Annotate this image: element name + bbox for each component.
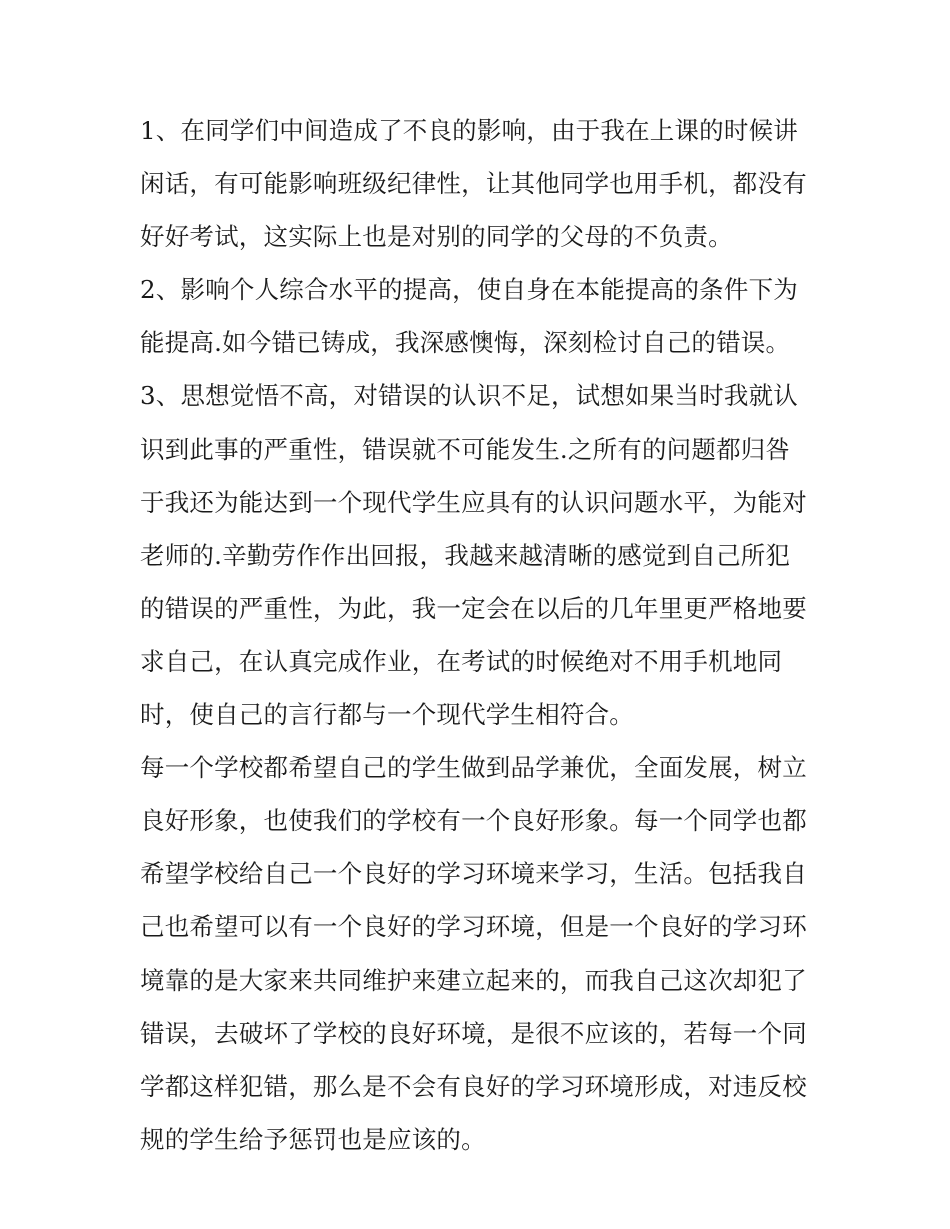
text-line: 时，使自己的言行都与一个现代学生相符合。 [140, 700, 634, 730]
text-line: 的错误的严重性，为此，我一定会在以后的几年里更严格地要 [140, 593, 807, 623]
text-line: 规的学生给予惩罚也是应该的。 [140, 1124, 486, 1154]
text-line: 错误，去破坏了学校的良好环境，是很不应该的，若每一个同 [140, 1018, 807, 1048]
text-line: 识到此事的严重性，错误就不可能发生.之所有的问题都归咎 [140, 434, 791, 464]
text-line: 闲话，有可能影响班级纪律性，让其他同学也用手机，都没有 [140, 169, 807, 199]
text-line: 良好形象，也使我们的学校有一个良好形象。每一个同学也都 [140, 806, 807, 836]
text-line: 希望学校给自己一个良好的学习环境来学习，生活。包括我自 [140, 859, 807, 889]
document-body [140, 104, 820, 1166]
text-line: 每一个学校都希望自己的学生做到品学兼优，全面发展，树立 [140, 753, 807, 783]
text-line: 求自己，在认真完成作业，在考试的时候绝对不用手机地同 [140, 646, 783, 676]
text-line: 能提高.如今错已铸成，我深感懊悔，深刻检讨自己的错误。 [140, 328, 791, 358]
text-line: 老师的.辛勤劳作作出回报，我越来越清晰的感觉到自己所犯 [140, 540, 791, 570]
text-line: 1、在同学们中间造成了不良的影响，由于我在上课的时候讲 [140, 116, 798, 145]
text-line: 3、思想觉悟不高，对错误的认识不足，试想如果当时我就认 [140, 381, 798, 411]
text-line: 于我还为能达到一个现代学生应具有的认识问题水平，为能对 [140, 487, 807, 517]
text-line: 好好考试，这实际上也是对别的同学的父母的不负责。 [140, 222, 733, 252]
text-line: 学都这样犯错，那么是不会有良好的学习环境形成，对违反校 [140, 1071, 807, 1101]
text-line: 2、影响个人综合水平的提高，使自身在本能提高的条件下为 [140, 275, 798, 305]
text-line: 境靠的是大家来共同维护来建立起来的，而我自己这次却犯了 [140, 965, 807, 995]
text-line: 己也希望可以有一个良好的学习环境，但是一个良好的学习环 [140, 912, 807, 942]
